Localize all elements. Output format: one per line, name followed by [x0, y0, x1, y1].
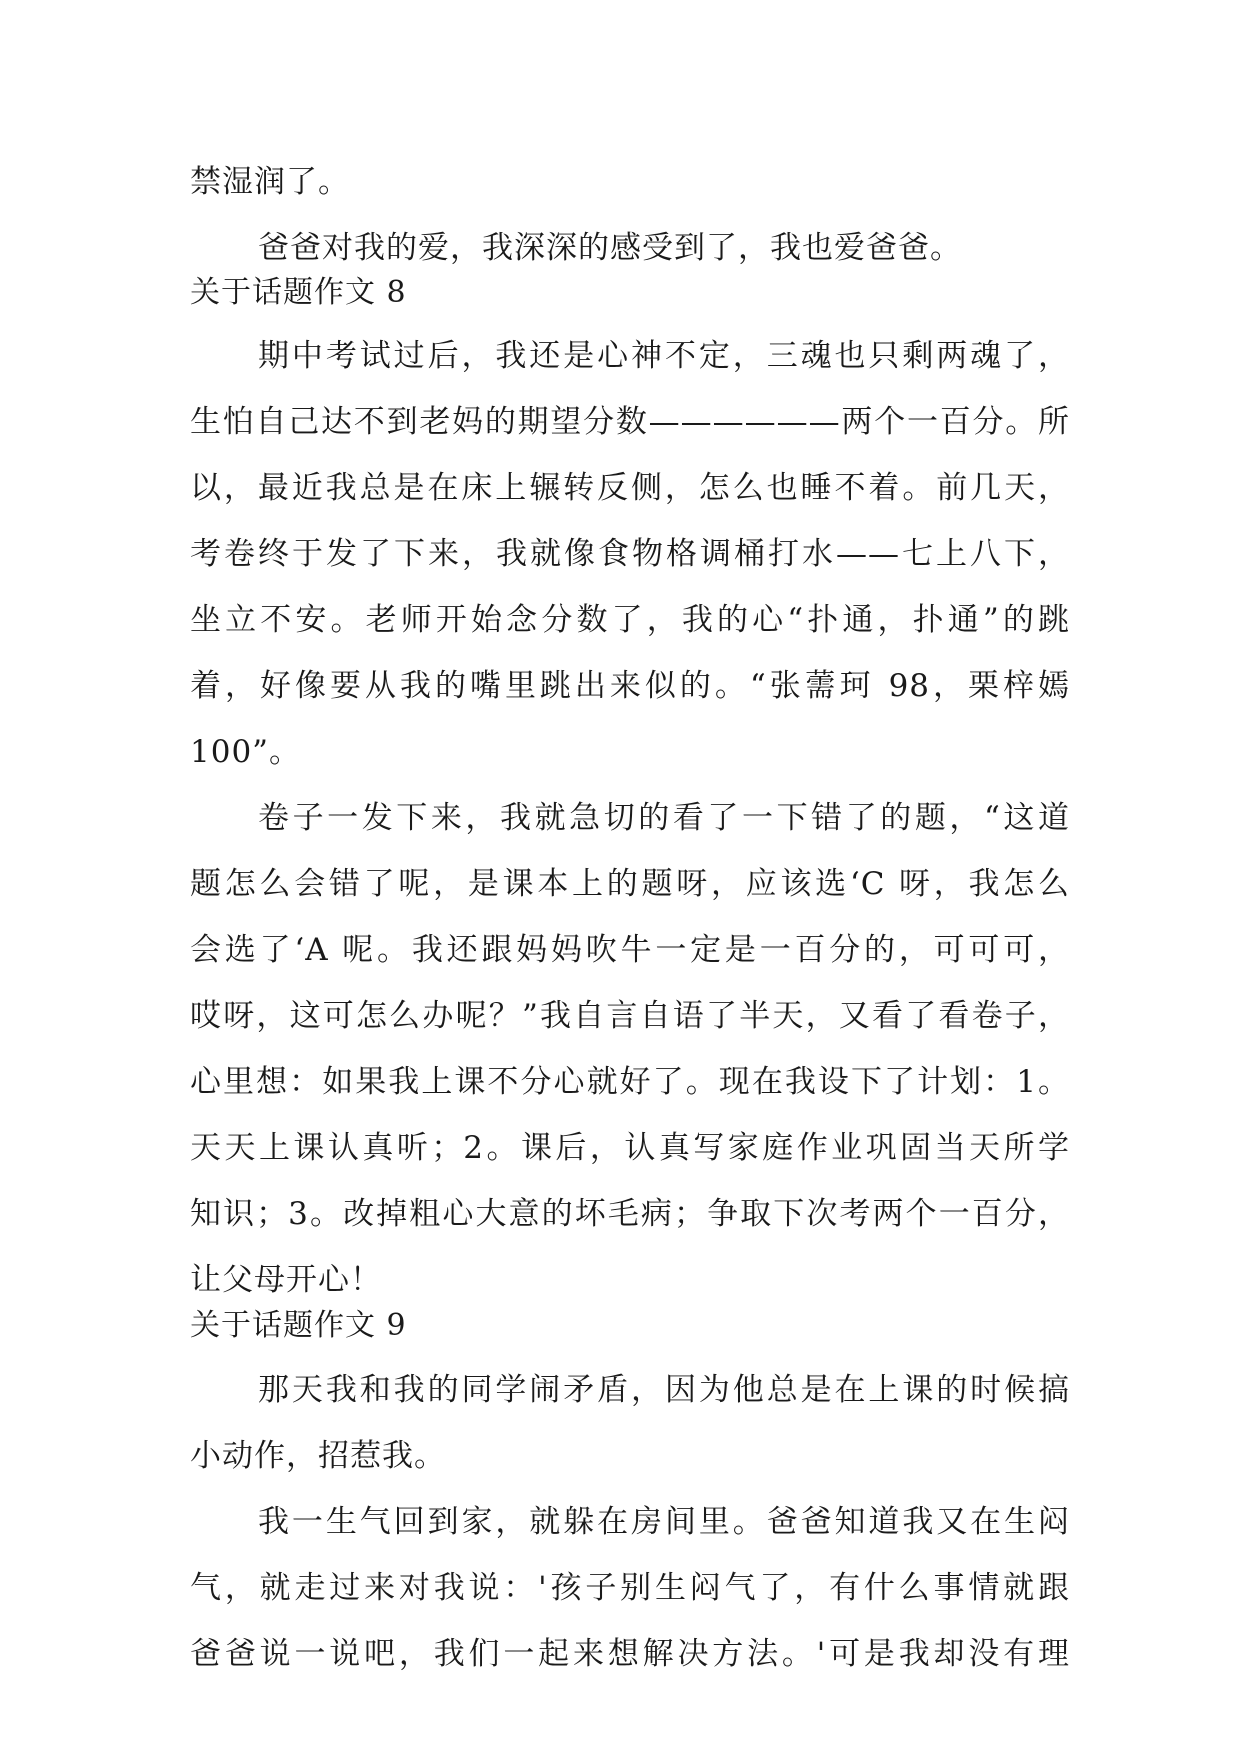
paragraph-line: 让父母开心！ — [190, 1262, 382, 1298]
paragraph-line: 哎呀，这可怎么办呢？”我自言自语了半天，又看了看卷子， — [190, 998, 1070, 1034]
paragraph-line: 天天上课认真听；2。课后，认真写家庭作业巩固当天所学 — [190, 1130, 1070, 1166]
paragraph-line: 心里想：如果我上课不分心就好了。现在我设下了计划：1。 — [190, 1064, 1070, 1100]
paragraph-line: 题怎么会错了呢，是课本上的题呀，应该选‘C 呀，我怎么 — [190, 866, 1070, 902]
paragraph-line: 100”。 — [190, 734, 302, 770]
paragraph-line: 知识；3。改掉粗心大意的坏毛病；争取下次考两个一百分， — [190, 1196, 1070, 1232]
paragraph-line: 气，就走过来对我说：'孩子别生闷气了，有什么事情就跟 — [190, 1570, 1070, 1606]
paragraph-line: 小动作，招惹我。 — [190, 1438, 446, 1474]
paragraph-line: 期中考试过后，我还是心神不定，三魂也只剩两魂了， — [258, 338, 1070, 374]
paragraph-line: 那天我和我的同学闹矛盾，因为他总是在上课的时候搞 — [258, 1372, 1070, 1408]
section-heading: 关于话题作文 9 — [190, 1308, 407, 1343]
paragraph-line: 以，最近我总是在床上辗转反侧，怎么也睡不着。前几天， — [190, 470, 1070, 506]
section-heading: 关于话题作文 8 — [190, 275, 407, 310]
paragraph-line: 着，好像要从我的嘴里跳出来似的。“张薷珂 98，栗梓嫣 — [190, 668, 1070, 704]
paragraph-line: 坐立不安。老师开始念分数了，我的心“扑通，扑通”的跳 — [190, 602, 1070, 638]
paragraph-line: 我一生气回到家，就躲在房间里。爸爸知道我又在生闷 — [258, 1504, 1070, 1540]
paragraph-line: 爸爸说一说吧，我们一起来想解决方法。'可是我却没有理 — [190, 1636, 1070, 1672]
paragraph-line: 爸爸对我的爱，我深深的感受到了，我也爱爸爸。 — [258, 230, 962, 266]
text-line: 禁湿润了。 — [190, 164, 350, 200]
paragraph-line: 卷子一发下来，我就急切的看了一下错了的题，“这道 — [258, 800, 1070, 836]
paragraph-line: 生怕自己达不到老妈的期望分数——————两个一百分。所 — [190, 404, 1070, 440]
paragraph-line: 考卷终于发了下来，我就像食物格调桶打水——七上八下， — [190, 536, 1070, 572]
paragraph-line: 会选了‘A 呢。我还跟妈妈吹牛一定是一百分的，可可可， — [190, 932, 1070, 968]
